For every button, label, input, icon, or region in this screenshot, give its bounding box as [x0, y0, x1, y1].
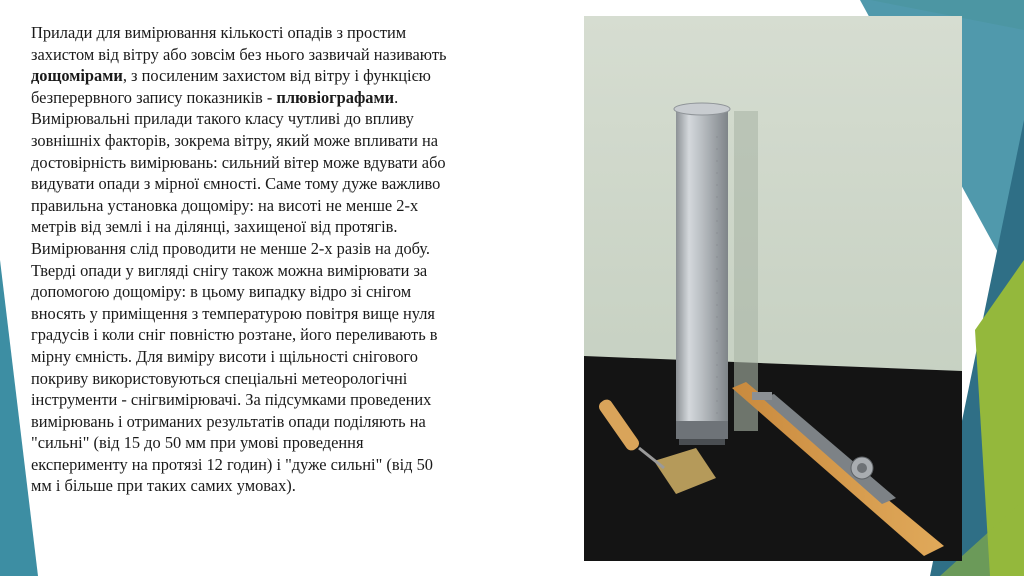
text-segment: , з посиленим захистом від вітру і функцією безперервного запису показників -	[31, 66, 431, 107]
body-text	[31, 22, 531, 497]
gauge-base	[676, 421, 728, 439]
bold-term: дощомірами	[31, 66, 123, 86]
text-segment: . Вимірювальні прилади такого класу чутливі до впливу зовнішніх факторів, зокрема вітру, який може впливати на достовірність вимірювань: сильний вітер може вдувати або видувати опади з мірної ємності. Саме тому дуже важливо правильна установка дощоміру: на висоті не менше 2-х метрів від землі і на ділянці, захищеної від протягів. Вимірювання слід проводити не менше 2-х разів на добу. Тверді опади у вигляді снігу також можна вимірювати за допомогою дощоміру: в цьому випадку відро зі снігом вносять у приміщення з температурою повітря вище нуля градусів і коли сніг повністю розтане, його переливають в мірну ємність. Для виміру висоти і щільності снігового покриву використовуються спеціальні метеорологічні інструменти - снігвимірювачі. За підсумками проведених вимірювань і отриманих результатів опади поділяють на "сильні" (від 15 до 50 мм при умові проведення експерименту на протязі 12 годин) і "дуже сильні" (від 50 мм і більше при таких самих умовах).	[31, 87, 446, 496]
rain-gauge-photo	[584, 16, 962, 561]
bold-term: плювіографами	[276, 87, 395, 107]
text-segment: Прилади для вимірювання кількості опадів з простим захистом від вітру або зовсім без нього зазвичай називають	[31, 23, 447, 64]
gauge-tube	[676, 109, 728, 429]
gauge-rim	[674, 103, 730, 115]
